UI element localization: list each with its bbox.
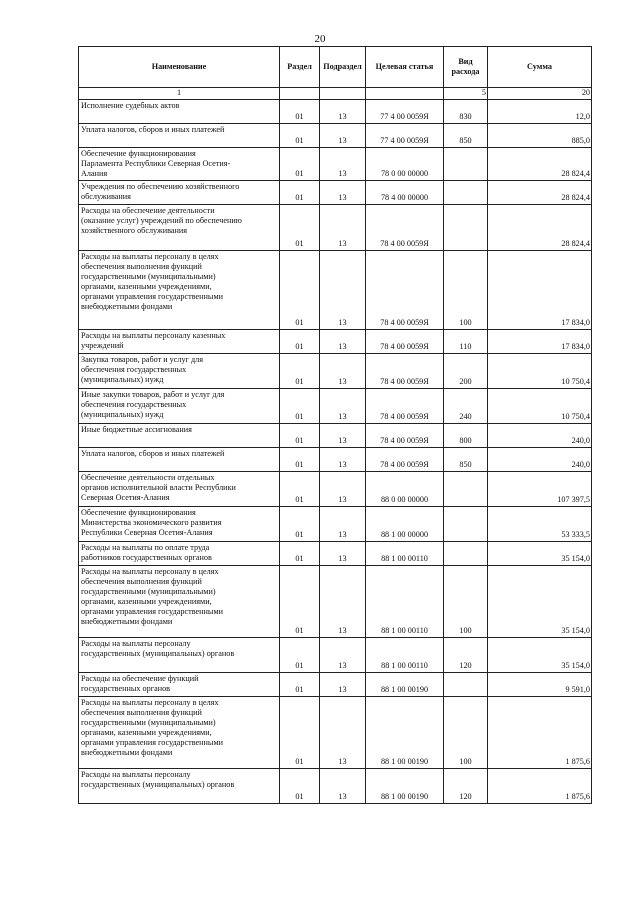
row-summa: 240,0 (488, 448, 592, 472)
row-razdel: 01 (280, 330, 320, 354)
row-name: Расходы на выплаты по оплате труда работников государственных органов (79, 542, 280, 566)
table-row (79, 100, 592, 124)
table-row (79, 424, 592, 448)
row-razdel: 01 (280, 124, 320, 148)
column-number: 1 (79, 88, 280, 100)
table-row (79, 148, 592, 181)
row-razdel: 01 (280, 542, 320, 566)
header-celevaya: Целевая статья (366, 47, 444, 88)
row-name: Расходы на обеспечение функций государственных органов (79, 673, 280, 697)
header-podrazdel: Подраздел (320, 47, 366, 88)
row-summa: 28 824,4 (488, 148, 592, 181)
row-name: Расходы на выплаты персоналу в целях обеспечения выполнения функций государственными (муниципальными) органами, казенными учреждениями, органами управления государственными внебюджетными фондами (79, 566, 280, 638)
header-vid: Вид расхода (444, 47, 488, 88)
row-podrazdel: 13 (320, 389, 366, 424)
row-name: Обеспечение функционирования Парламента Республики Северная Осетия- Алания (79, 148, 280, 181)
table-header-row (79, 47, 592, 88)
table-row (79, 251, 592, 330)
table-row (79, 205, 592, 251)
row-vid-rashoda: 120 (444, 769, 488, 804)
row-podrazdel: 13 (320, 673, 366, 697)
row-celevaya-statya: 78 4 00 0059Я (366, 448, 444, 472)
column-number (366, 88, 444, 100)
header-name: Наименование (79, 47, 280, 88)
row-podrazdel: 13 (320, 448, 366, 472)
row-podrazdel: 13 (320, 205, 366, 251)
row-name: Расходы на обеспечение деятельности (оказание услуг) учреждений по обеспечению хозяйственного обслуживания (79, 205, 280, 251)
row-vid-rashoda: 110 (444, 330, 488, 354)
column-number: 20 (488, 88, 592, 100)
row-vid-rashoda: 850 (444, 448, 488, 472)
row-razdel: 01 (280, 448, 320, 472)
row-name: Уплата налогов, сборов и иных платежей (79, 448, 280, 472)
row-celevaya-statya: 78 4 00 0059Я (366, 424, 444, 448)
row-summa: 1 875,6 (488, 769, 592, 804)
row-vid-rashoda: 830 (444, 100, 488, 124)
header-summa: Сумма (488, 47, 592, 88)
row-celevaya-statya: 78 4 00 0059Я (366, 330, 444, 354)
row-podrazdel: 13 (320, 124, 366, 148)
row-celevaya-statya: 78 0 00 00000 (366, 148, 444, 181)
row-razdel: 01 (280, 181, 320, 205)
row-summa: 53 333,5 (488, 507, 592, 542)
row-celevaya-statya: 88 1 00 00190 (366, 673, 444, 697)
row-celevaya-statya: 78 4 00 0059Я (366, 251, 444, 330)
row-celevaya-statya: 78 4 00 0059Я (366, 354, 444, 389)
row-podrazdel: 13 (320, 472, 366, 507)
row-podrazdel: 13 (320, 251, 366, 330)
row-razdel: 01 (280, 638, 320, 673)
row-celevaya-statya: 88 1 00 00110 (366, 638, 444, 673)
row-razdel: 01 (280, 424, 320, 448)
row-podrazdel: 13 (320, 424, 366, 448)
row-celevaya-statya: 88 1 00 00190 (366, 769, 444, 804)
row-podrazdel: 13 (320, 354, 366, 389)
row-summa: 17 834,0 (488, 251, 592, 330)
row-vid-rashoda (444, 472, 488, 507)
row-razdel: 01 (280, 251, 320, 330)
row-razdel: 01 (280, 697, 320, 769)
table-row (79, 673, 592, 697)
row-name: Иные бюджетные ассигнования (79, 424, 280, 448)
row-podrazdel: 13 (320, 181, 366, 205)
row-summa: 1 875,6 (488, 697, 592, 769)
table-row (79, 472, 592, 507)
row-vid-rashoda: 100 (444, 566, 488, 638)
column-number (320, 88, 366, 100)
row-celevaya-statya: 77 4 00 0059Я (366, 100, 444, 124)
row-summa: 9 591,0 (488, 673, 592, 697)
row-vid-rashoda: 100 (444, 697, 488, 769)
row-name: Уплата налогов, сборов и иных платежей (79, 124, 280, 148)
row-vid-rashoda (444, 148, 488, 181)
row-name: Расходы на выплаты персоналу государственных (муниципальных) органов (79, 638, 280, 673)
row-summa: 12,0 (488, 100, 592, 124)
row-vid-rashoda: 240 (444, 389, 488, 424)
row-summa: 10 750,4 (488, 354, 592, 389)
row-podrazdel: 13 (320, 769, 366, 804)
row-vid-rashoda (444, 542, 488, 566)
table-row (79, 330, 592, 354)
table-row (79, 638, 592, 673)
row-podrazdel: 13 (320, 566, 366, 638)
row-razdel: 01 (280, 673, 320, 697)
row-name: Расходы на выплаты персоналу казенных учреждений (79, 330, 280, 354)
row-vid-rashoda: 850 (444, 124, 488, 148)
row-name: Расходы на выплаты персоналу в целях обеспечения выполнения функций государственными (муниципальными) органами, казенными учреждениями, органами управления государственными внебюджетными фондами (79, 251, 280, 330)
row-celevaya-statya: 88 1 00 00110 (366, 542, 444, 566)
header-razdel: Раздел (280, 47, 320, 88)
table-row (79, 507, 592, 542)
row-summa: 240,0 (488, 424, 592, 448)
row-celevaya-statya: 88 1 00 00190 (366, 697, 444, 769)
row-celevaya-statya: 78 4 00 00000 (366, 181, 444, 205)
row-podrazdel: 13 (320, 542, 366, 566)
row-vid-rashoda: 100 (444, 251, 488, 330)
row-name: Иные закупки товаров, работ и услуг для обеспечения государственных (муниципальных) нужд (79, 389, 280, 424)
row-celevaya-statya: 78 4 00 0059Я (366, 389, 444, 424)
row-summa: 35 154,0 (488, 566, 592, 638)
row-celevaya-statya: 77 4 00 0059Я (366, 124, 444, 148)
table-row (79, 566, 592, 638)
row-name: Расходы на выплаты персоналу в целях обеспечения выполнения функций государственными (муниципальными) органами, казенными учреждениями, органами управления государственными внебюджетными фондами (79, 697, 280, 769)
table-row (79, 181, 592, 205)
row-podrazdel: 13 (320, 507, 366, 542)
row-vid-rashoda: 800 (444, 424, 488, 448)
row-name: Обеспечение деятельности отдельных органов исполнительной власти Республики Северная Осетия-Алания (79, 472, 280, 507)
column-number: 5 (444, 88, 488, 100)
table-row (79, 697, 592, 769)
row-podrazdel: 13 (320, 638, 366, 673)
row-razdel: 01 (280, 769, 320, 804)
row-vid-rashoda: 120 (444, 638, 488, 673)
row-summa: 17 834,0 (488, 330, 592, 354)
row-podrazdel: 13 (320, 697, 366, 769)
row-vid-rashoda (444, 205, 488, 251)
table-row (79, 389, 592, 424)
row-name: Обеспечение функционирования Министерства экономического развития Республики Северная Осетия-Алания (79, 507, 280, 542)
row-summa: 885,0 (488, 124, 592, 148)
row-razdel: 01 (280, 205, 320, 251)
row-summa: 28 824,4 (488, 205, 592, 251)
row-razdel: 01 (280, 507, 320, 542)
row-vid-rashoda (444, 181, 488, 205)
row-name: Расходы на выплаты персоналу государственных (муниципальных) органов (79, 769, 280, 804)
table-row (79, 769, 592, 804)
row-vid-rashoda: 200 (444, 354, 488, 389)
row-celevaya-statya: 88 1 00 00000 (366, 507, 444, 542)
column-number-row (79, 88, 592, 100)
row-razdel: 01 (280, 354, 320, 389)
row-summa: 28 824,4 (488, 181, 592, 205)
row-podrazdel: 13 (320, 100, 366, 124)
row-name: Закупка товаров, работ и услуг для обеспечения государственных (муниципальных) нужд (79, 354, 280, 389)
table-row (79, 354, 592, 389)
page-number: 20 (314, 33, 326, 45)
row-razdel: 01 (280, 148, 320, 181)
row-summa: 10 750,4 (488, 389, 592, 424)
table-body (79, 100, 592, 804)
row-celevaya-statya: 78 4 00 0059Я (366, 205, 444, 251)
row-razdel: 01 (280, 566, 320, 638)
row-podrazdel: 13 (320, 330, 366, 354)
row-razdel: 01 (280, 100, 320, 124)
budget-table (78, 46, 592, 804)
row-name: Исполнение судебных актов (79, 100, 280, 124)
table-row (79, 542, 592, 566)
row-celevaya-statya: 88 0 00 00000 (366, 472, 444, 507)
row-vid-rashoda (444, 507, 488, 542)
row-celevaya-statya: 88 1 00 00110 (366, 566, 444, 638)
row-vid-rashoda (444, 673, 488, 697)
row-name: Учреждения по обеспечению хозяйственного обслуживания (79, 181, 280, 205)
row-summa: 35 154,0 (488, 542, 592, 566)
row-summa: 107 397,5 (488, 472, 592, 507)
table-row (79, 124, 592, 148)
row-summa: 35 154,0 (488, 638, 592, 673)
column-number (280, 88, 320, 100)
table-row (79, 448, 592, 472)
row-razdel: 01 (280, 472, 320, 507)
row-razdel: 01 (280, 389, 320, 424)
row-podrazdel: 13 (320, 148, 366, 181)
